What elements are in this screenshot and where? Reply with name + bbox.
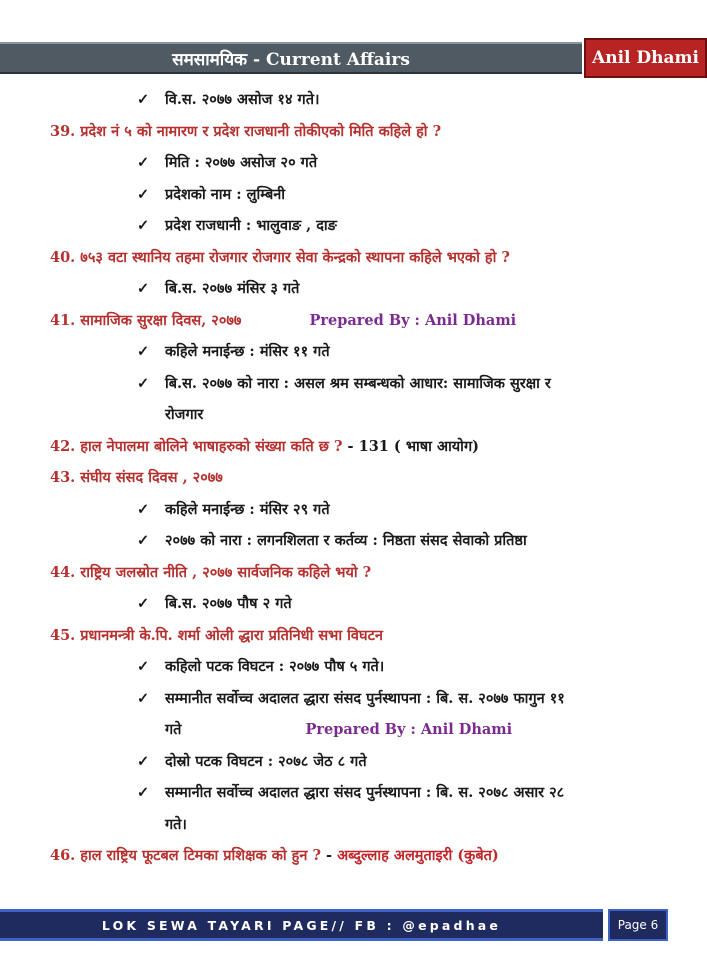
answer-text: -	[320, 847, 338, 864]
question-text: 45. प्रधानमन्त्री के.पि. शर्मा ओली द्धारा प्रतिनिधी सभा विघटन	[50, 626, 383, 644]
check-icon: ✓	[137, 500, 150, 518]
answer-continuation: गते।	[165, 815, 187, 833]
check-icon: ✓	[137, 374, 150, 392]
answer-item	[0, 494, 707, 526]
question-line	[0, 242, 707, 274]
question-text: 46. हाल राष्ट्रिय फूटबल टिमका प्रशिक्षक को हुन ?	[50, 847, 321, 864]
answer-text: सम्मानीत सर्वोच्च अदालत द्धारा संसद पुर्नस्थापना : बि. स. २०७७ फागुन ११	[165, 689, 565, 707]
answer-continuation: रोजगार	[165, 406, 204, 423]
check-icon: ✓	[137, 595, 150, 612]
check-icon: ✓	[137, 752, 150, 770]
document-body	[0, 84, 707, 872]
answer-item	[0, 746, 707, 778]
check-icon: ✓	[137, 185, 150, 203]
question-text: 42. हाल नेपालमा बोलिने भाषाहरुको संख्या कति छ ?	[50, 437, 343, 455]
answer-text: कहिले मनाईन्छ : मंसिर २९ गते	[165, 500, 330, 518]
check-icon: ✓	[137, 154, 150, 171]
check-icon: ✓	[137, 280, 150, 297]
answer-text: - 131 ( भाषा आयोग)	[342, 437, 479, 455]
answer-item	[0, 588, 707, 620]
check-icon: ✓	[137, 217, 150, 234]
answer-item	[0, 683, 707, 715]
answer-item	[0, 368, 707, 400]
question-line	[0, 431, 707, 463]
answer-item	[0, 525, 707, 557]
page-footer	[0, 906, 707, 944]
question-line	[0, 116, 707, 148]
answer-text: बि.स. २०७७ पौष २ गते	[165, 595, 292, 612]
question-text: 39. प्रदेश नं ५ को नामारण र प्रदेश राजधानी तोकीएको मिति कहिले हो ?	[50, 122, 442, 140]
answer-item	[0, 273, 707, 305]
answer-item	[0, 336, 707, 368]
check-icon: ✓	[137, 532, 150, 549]
question-line	[0, 557, 707, 589]
question-text: 44. राष्ट्रिय जलस्रोत नीति , २०७७ सार्वजनिक कहिले भयो ?	[50, 563, 372, 581]
answer-continuation	[0, 714, 707, 746]
header-title: समसामयिक - Current Affairs	[0, 42, 582, 74]
question-line	[0, 462, 707, 494]
check-icon: ✓	[137, 343, 150, 360]
question-text: 41. सामाजिक सुरक्षा दिवस, २०७७	[50, 311, 242, 329]
check-icon: ✓	[137, 91, 150, 108]
question-text: 40. ७५३ वटा स्थानिय तहमा रोजगार रोजगार सेवा केन्द्रको स्थापना कहिले भएको हो ?	[50, 248, 510, 266]
prepared-by: Prepared By : Anil Dhami	[305, 721, 513, 738]
answer-item	[0, 84, 707, 116]
answer-item	[0, 147, 707, 179]
answer-text: २०७७ को नारा : लगनशिलता र कर्तव्य : निष्ठता संसद सेवाको प्रतिष्ठा	[165, 532, 527, 549]
question-line	[0, 620, 707, 652]
prepared-by: Prepared By : Anil Dhami	[309, 311, 517, 329]
answer-text: प्रदेश राजधानी : भालुवाङ , दाङ	[165, 217, 337, 234]
page-header	[0, 36, 707, 80]
question-line	[0, 305, 707, 337]
header-author: Anil Dhami	[584, 38, 707, 78]
check-icon: ✓	[137, 689, 150, 707]
answer-item	[0, 777, 707, 809]
check-icon: ✓	[137, 784, 150, 801]
answer-text: वि.स. २०७७ असोज १४ गते।	[165, 91, 320, 108]
answer-text: मिति : २०७७ असोज २० गते	[165, 154, 318, 171]
question-text: 43. संघीय संसद दिवस , २०७७	[50, 469, 223, 486]
answer-text: कहिलो पटक विघटन : २०७७ पौष ५ गते।	[165, 658, 385, 675]
answer-highlight: अब्दुल्लाह अलमुताइरी (कुबेत)	[337, 847, 499, 864]
answer-text: कहिले मनाईन्छ : मंसिर ११ गते	[165, 343, 330, 360]
answer-text: बि.स. २०७७ मंसिर ३ गते	[165, 280, 300, 297]
answer-text: बि.स. २०७७ को नारा : असल श्रम सम्बन्धको आधार: सामाजिक सुरक्षा र	[165, 374, 551, 392]
footer-text: LOK SEWA TAYARI PAGE// FB : @epadhae	[0, 909, 603, 941]
check-icon: ✓	[137, 658, 150, 675]
page-number: Page 6	[608, 909, 668, 941]
answer-item	[0, 651, 707, 683]
answer-text: सम्मानीत सर्वोच्च अदालत द्धारा संसद पुर्नस्थापना : बि. स. २०७८ असार २८	[165, 784, 565, 801]
answer-text: गते	[165, 721, 182, 738]
answer-item	[0, 210, 707, 242]
answer-item	[0, 179, 707, 211]
answer-text: दोस्रो पटक विघटन : २०७८ जेठ ८ गते	[165, 752, 367, 770]
question-line	[0, 840, 707, 872]
answer-text: प्रदेशको नाम : लुम्बिनी	[165, 185, 286, 203]
